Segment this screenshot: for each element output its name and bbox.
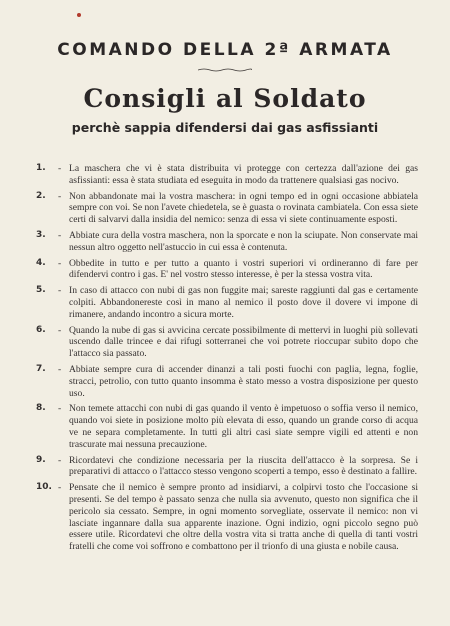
advice-dash: - [58,363,62,375]
advice-item [36,403,418,450]
advice-item [36,191,418,226]
advice-number: 1. [36,163,46,173]
advice-item [36,364,418,399]
advice-dash: - [58,482,62,494]
advice-item [36,482,418,553]
advice-text: Pensate che il nemico è sempre pronto ad insidiarvi, a colpirvi tosto che l'occasione si presenti. Se del tempo è passato senza che nulla sia avvenuto, questo non significa che il pericolo sia cessato. Sempre, in ogni momento sorvegliate, osservate il nemico: non vi lasciate ingannare dalla sua apparente inazione. Ogni indizio, ogni piccolo segno può essere utile. Ricordatevi che oltre della vostra vita si tratta anche di quella di tanti vostri fratelli che come voi soffrono e combattono per il trionfo di una giusta e nobile causa. [69,482,418,553]
advice-text: Non abbandonate mai la vostra maschera: in ogni tempo ed in ogni occasione abbiatela sempre con voi. Se non l'avete chiedetela, se è guasta o rovinata cambiatela. Con essa siete certi di salvarvi dalla insidia del nemico: senza di essa vi siete continuamente esposti. [69,190,418,226]
advice-item [36,285,418,320]
advice-number: 4. [36,257,46,268]
advice-dash: - [58,163,62,174]
advice-dash: - [58,285,62,297]
advice-dash: - [58,454,62,466]
advice-text: Obbedite in tutto e per tutto a quanto i vostri superiori vi ordineranno di fare per difendervi contro i gas. E' nel vostro stesso interesse, è per la stessa vostra vita. [69,257,418,281]
advice-text: Abbiate cura della vostra maschera, non la sporcate e non la sciupate. Non conservate mai nessun altro oggetto nell'astuccio in cui essa è contenuta. [69,229,418,253]
advice-text: Ricordatevi che condizione necessaria per la riuscita dell'attacco è la sorpresa. Se i preparativi di attacco o l'attacco stesso vengono scoperti a tempo, esso è destinato a fallire. [69,454,418,478]
advice-number: 9. [36,454,46,465]
advice-number: 3. [36,229,46,240]
advice-text: Non temete attacchi con nubi di gas quando il vento è impetuoso o soffia verso il nemico, quando voi siete in posizione molto più elevata di esso, quando un grande corso di acqua ve ne separa completamente. In tutti gli altri casi siate sempre vigili ed attenti e non trascurate mai nessuna precauzione. [69,403,418,450]
advice-number: 2. [36,190,46,201]
advice-number: 5. [36,285,46,296]
advice-number: 10. [36,482,52,493]
divider-ornament [198,68,252,72]
advice-text: Abbiate sempre cura di accender dinanzi a tali posti fuochi con paglia, legna, foglie, stracci, petrolio, con tutto quanto insomma è stato messo a vostra disposizione per questo uso. [69,363,418,399]
advice-number: 7. [36,363,46,374]
advice-dash: - [58,229,62,241]
advice-dash: - [58,257,62,269]
advice-number: 8. [36,403,46,414]
advice-text: In caso di attacco con nubi di gas non fuggite mai; sareste raggiunti dal gas e certamente colpiti. Abbandonereste così in mano al nemico il posto dove il dovere vi impone di rimanere, andando incontro a sicura morte. [69,285,418,320]
advice-dash: - [58,190,62,202]
advice-number: 6. [36,324,46,335]
advice-item [36,455,418,479]
document-header: COMANDO DELLA 2ª ARMATA [57,40,393,60]
advice-dash: - [58,403,62,415]
advice-list [36,163,418,557]
advice-item [36,163,418,187]
document-title: Consigli al Soldato [83,84,367,113]
red-ink-dot [77,13,81,17]
advice-item [36,230,418,254]
advice-item [36,258,418,282]
advice-item [36,325,418,360]
document-subtitle: perchè sappia difendersi dai gas asfissianti [71,120,379,135]
advice-text: La maschera che vi è stata distribuita vi protegge con certezza dall'azione dei gas asfissianti: essa è stata studiata ed eseguita in modo da trattenere qualsiasi gas nocivo. [69,163,418,186]
advice-text: Quando la nube di gas si avvicina cercate possibilmente di mettervi in luoghi più sollevati uscendo dalle trincee e dai rifugi sotterranei che voi potrete rioccupar subito dopo che l'attacco sia passato. [69,324,418,360]
advice-dash: - [58,324,62,336]
